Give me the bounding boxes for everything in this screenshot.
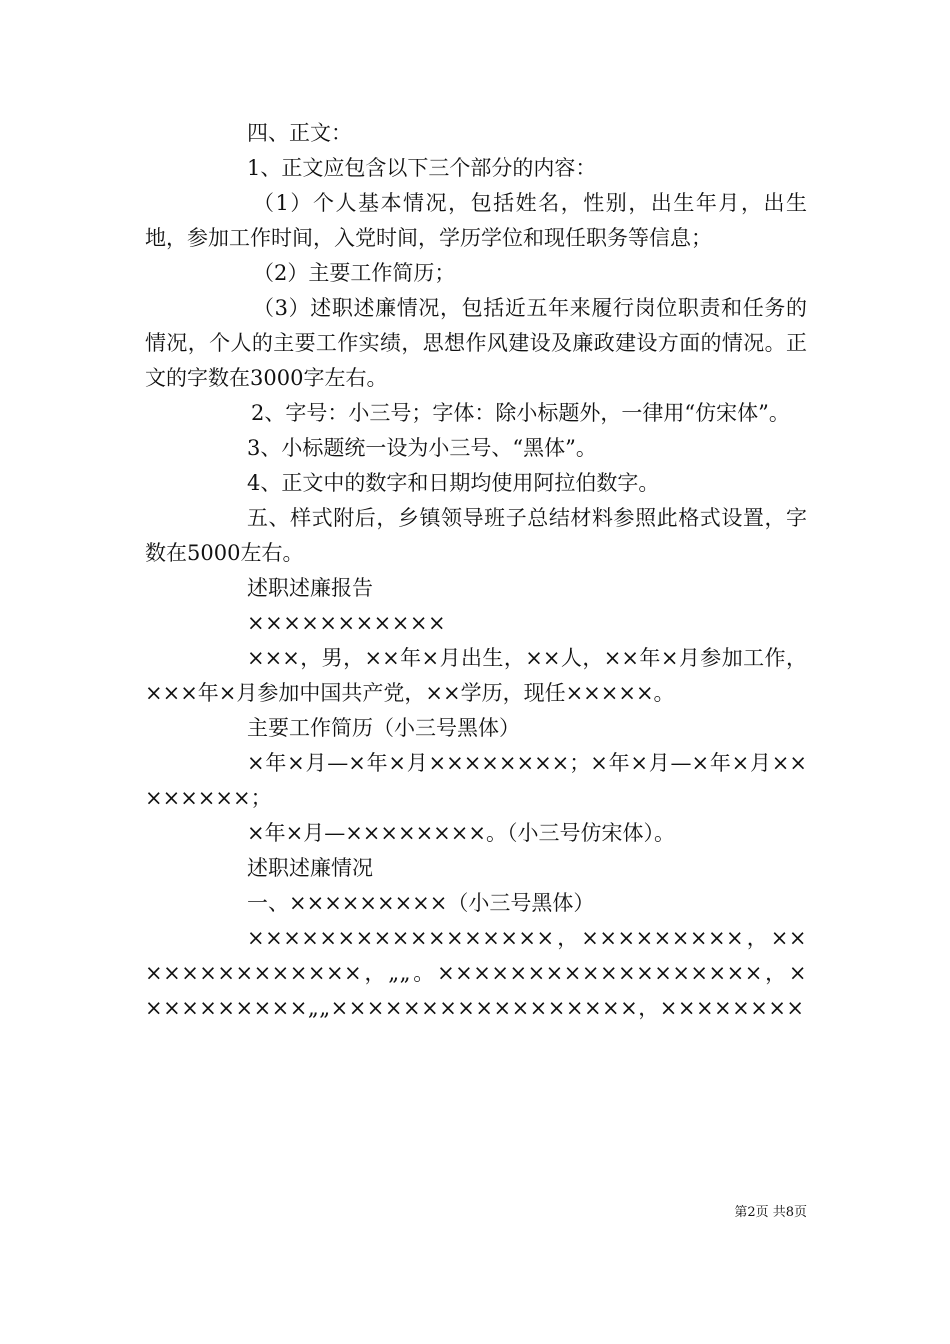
paragraph: 3、小标题统一设为小三号、“黑体”。 <box>247 436 597 460</box>
paragraph: ×××××××××××××××××，×××××××××，××××××××××××××，„„。××××××××××××××××××，××××××××××„„×××××××××××××××××，×××××××× <box>145 926 807 1020</box>
section-heading-four: 四、正文： <box>247 121 352 145</box>
placeholder-line: ××××××××××× <box>247 611 447 635</box>
paragraph: （1）个人基本情况，包括姓名，性别，出生年月，出生地，参加工作时间，入党时间，学历学位和现任职务等信息； <box>145 191 807 250</box>
document-body <box>145 116 807 1026</box>
paragraph: 2、字号：小三号；字体：除小标题外，一律用“仿宋体”。 <box>251 401 790 425</box>
paragraph: ×××，男，××年×月出生，××人，××年×月参加工作，×××年×月参加中国共产党，××学历，现任×××××。 <box>145 646 807 705</box>
paragraph: 1、正文应包含以下三个部分的内容： <box>247 156 597 180</box>
paragraph: （3）述职述廉情况，包括近五年来履行岗位职责和任务的情况，个人的主要工作实绩，思想作风建设及廉政建设方面的情况。正文的字数在3000字左右。 <box>145 296 807 390</box>
page-number: 第2页 共8页 <box>734 1205 807 1220</box>
subheading: 主要工作简历（小三号黑体） <box>247 716 520 740</box>
subheading: 述职述廉情况 <box>247 856 373 880</box>
paragraph: （2）主要工作简历； <box>253 261 456 285</box>
paragraph: ×年×月—×年×月××××××××；×年×月—×年×月××××××××； <box>145 751 807 810</box>
paragraph: 4、正文中的数字和日期均使用阿拉伯数字。 <box>247 471 660 495</box>
report-title: 述职述廉报告 <box>247 576 373 600</box>
paragraph: ×年×月—××××××××。（小三号仿宋体）。 <box>247 821 675 845</box>
subheading: 一、×××××××××（小三号黑体） <box>247 891 595 915</box>
section-heading-five: 五、样式附后，乡镇领导班子总结材料参照此格式设置，字数在5000左右。 <box>145 506 807 565</box>
